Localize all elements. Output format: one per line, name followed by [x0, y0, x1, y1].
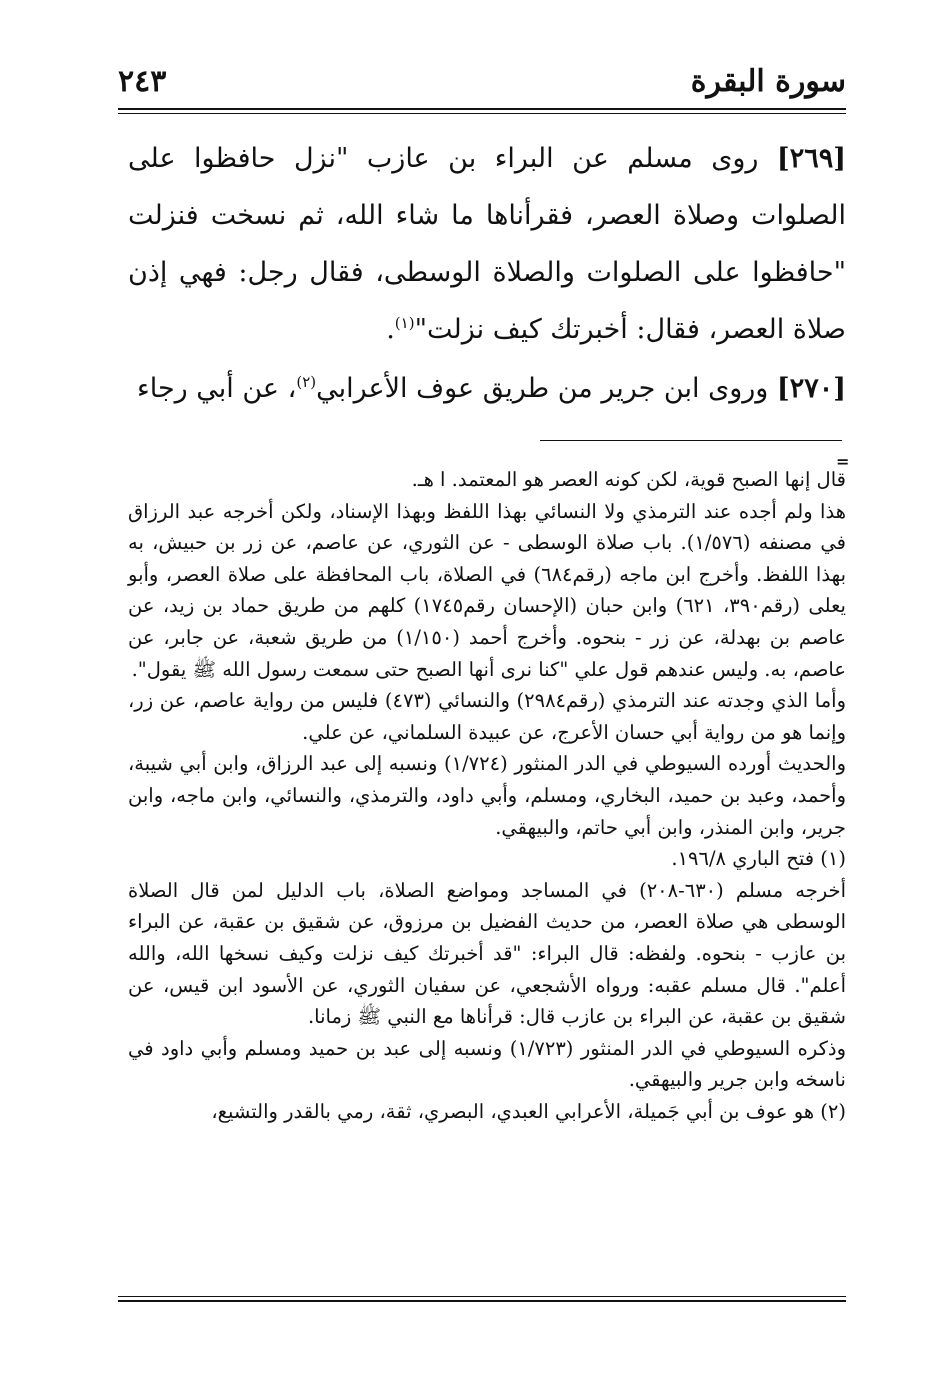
hadith-text-end: ، عن أبي رجاء: [137, 373, 297, 404]
hadith-number: [٢٦٩]: [776, 143, 846, 174]
main-text: [128, 130, 846, 417]
page-number: ٢٤٣: [118, 64, 167, 99]
footnotes: [128, 464, 846, 1127]
surah-title: سورة البقرة: [690, 64, 846, 99]
footnote-line: أخرجه مسلم (٦٣٠-٢٠٨) في المساجد ومواضع الصلاة، باب الدليل لمن قال الصلاة الوسطى هي صلاة العصر، من حديث الفضيل بن مرزوق، عن شقيق بن عقبة، عن البراء بن عازب - بنحوه. ولفظه: قال البراء: "قد أخبرتك كيف نزلت وكيف نسخها الله، والله أعلم". قال مسلم عقبه: ورواه الأشجعي، عن سفيان الثوري، عن الأسود ابن قيس، عن شقيق بن عقبة، عن البراء بن عازب قال: قرأناها مع النبي ﷺ زمانا.: [128, 878, 846, 1029]
footnote-line: وذكره السيوطي في الدر المنثور (١/٧٢٣) ونسبه إلى عبد بن حميد ومسلم وأبي داود في ناسخه وابن جرير والبيهقي.: [128, 1036, 846, 1092]
continuation-mark: =: [836, 452, 850, 471]
header-rule: [118, 108, 846, 114]
footnote-1: (١) فتح الباري ١٩٦/٨.: [671, 847, 846, 871]
hadith-text: وروى ابن جرير من طريق عوف الأعرابي: [316, 373, 777, 404]
page-header: [118, 62, 846, 106]
hadith-number: [٢٧٠]: [776, 373, 846, 404]
footnote-line: قال إنها الصبح قوية، لكن كونه العصر هو المعتمد. ا هـ.: [411, 468, 846, 491]
bottom-rule: [118, 1296, 846, 1302]
hadith-270: [128, 360, 846, 417]
footnote-separator: [540, 440, 842, 441]
hadith-text: روى مسلم عن البراء بن عازب "نزل حافظوا على الصلوات وصلاة العصر، فقرأناها ما شاء الله، ثم نسخت فنزلت "حافظوا على الصلوات والصلاة الوسطى، فقال رجل: فهي إذن صلاة العصر، فقال: أخبرتك كيف نزلت": [128, 143, 846, 345]
footnote-line: وأما الذي وجدته عند الترمذي (رقم٢٩٨٤) والنسائي (٤٧٣) فليس من رواية عاصم، عن زر، وإنما هو من رواية أبي حسان الأعرج، عن عبيدة السلماني، عن علي.: [128, 689, 846, 744]
hadith-269: [128, 130, 846, 358]
footnote-2: (٢) هو عوف بن أبي جَميلة، الأعرابي العبدي، البصري، ثقة، رمي بالقدر والتشيع،: [211, 1099, 846, 1123]
footnote-ref: (١): [394, 314, 415, 332]
footnote-line: هذا ولم أجده عند الترمذي ولا النسائي بهذا اللفظ وبهذا الإسناد، ولكن أخرجه عبد الرزاق في مصنفه (١/٥٧٦). باب صلاة الوسطى - عن الثوري، عن عاصم، عن زر بن حبيش، به بهذا اللفظ. وأخرج ابن ماجه (رقم٦٨٤) في الصلاة، باب المحافظة على صلاة العصر، وأبو يعلى (رقم٣٩٠، ٦٢١) وابن حبان (الإحسان رقم١٧٤٥) كلهم من طريق حماد بن زيد، عن عاصم بن بهدلة، عن زر - بنحوه. وأخرج أحمد (١/١٥٠) من طريق شعبة، عن جابر، عن عاصم، به. وليس عندهم قول علي "كنا نرى أنها الصبح حتى سمعت رسول الله ﷺ يقول".: [128, 499, 847, 681]
hadith-text-end: .: [386, 314, 395, 345]
footnote-line: والحديث أورده السيوطي في الدر المنثور (١/٧٢٤) ونسبه إلى عبد الرزاق، وابن أبي شيبة، وأحمد، وعبد بن حميد، البخاري، ومسلم، وأبي داود، والترمذي، والنسائي، وابن ماجه، وابن جرير، وابن المنذر، وابن أبي حاتم، والبيهقي.: [128, 752, 846, 839]
footnote-ref: (٢): [296, 373, 317, 391]
